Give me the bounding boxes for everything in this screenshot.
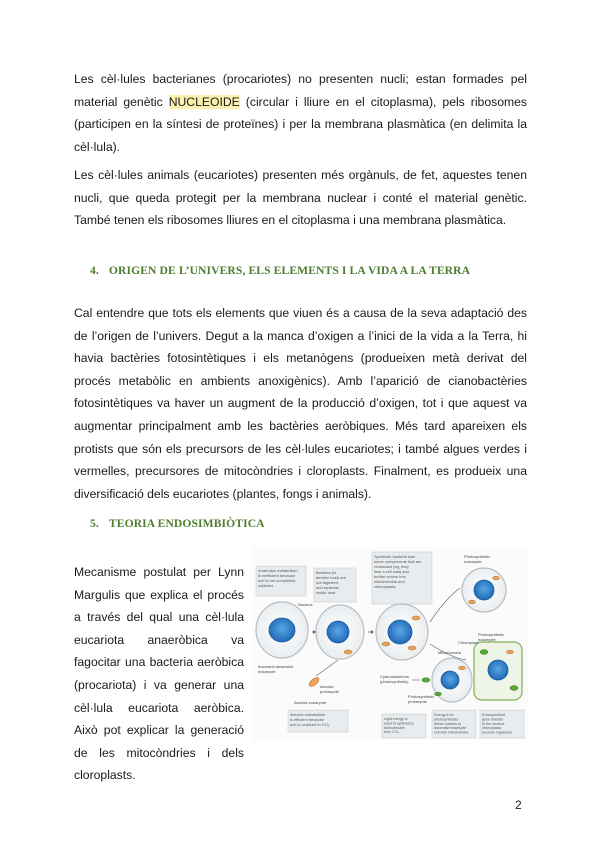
cell-top-right [462, 568, 506, 612]
section-4-title: ORIGEN DE L’UNIVERS, ELS ELEMENTS I LA VIDA A LA TERRA [108, 264, 471, 277]
label-ancestral: Ancestral anaerobic eukaryote [258, 664, 294, 674]
label-aerobic-metabolism: Aerobic metabolism is efficient because fuel is oxidized to CO₂. [290, 712, 331, 727]
nucleoide-highlight: NUCLEOIDE [168, 94, 240, 109]
p1-text-after: (circular i lliure en el citoplasma), pels ribosomes (participen en la síntesi de proteïnes) i per la membrana plasmàtica (en delimita la cèl·lula). [74, 94, 528, 154]
label-light-energy: Light energy is used to synthesize biomolecules from CO₂. [384, 717, 414, 735]
cell-ancestral-eukaryote [256, 602, 308, 658]
endosymbiosis-diagram [252, 548, 528, 740]
p1-text-before: Les cèl·lules bacterianes (procariotes) no presenten nucli; estan formades pel material genètic [74, 72, 527, 109]
page-number: 2 [515, 798, 522, 812]
label-energy-photosynthesis: Energy from photosynthesis drives nucleus to assemble eukaryote cell with mitochondria [434, 713, 469, 735]
section-4-number: 4. [90, 264, 99, 277]
arrow-2-head [371, 630, 374, 634]
cell-bottom-right [474, 642, 522, 700]
paragraph-eukaryotes: Les cèl·lules animals (eucariotes) presenten més orgànuls, de fet, aquestes tenen nucli, que queda protegit per la membrana nuclear i conté el material genètic. També tenen els ribosomes lliures en el citoplasma i una membrana plasmàtica. [74, 168, 527, 228]
label-mitochondria: Mitochondria [438, 650, 461, 655]
paragraph-prokaryotes [74, 68, 527, 158]
section-5-heading [90, 517, 265, 530]
label-aerobic-eukaryote: Aerobic eukaryote [294, 700, 327, 705]
arrow-3 [430, 588, 460, 622]
section-5-text: Mecanisme postulat per Lynn Margulis que explica el procés a través del qual una cèl·lula eucariota anaeròbica va fagocitar una bacteria aeròbica (procariota) i va generar una cèl·lula eucariota aeròbica. Això pot explicar la generació de les mitocòndries i dels cloroplasts. [74, 565, 244, 783]
section-5-number: 5. [90, 517, 99, 530]
section-5-title: TEORIA ENDOSIMBIÒTICA [108, 517, 265, 530]
cell-engulfing [316, 605, 364, 659]
label-endosymbiont-transfer: Endosymbiont gene transfer to the nucleus chloroplasts become organelles [482, 713, 513, 735]
label-symbiotic: Symbiotic bacteria lose some components that are redundant (eg, they lose a cell wall) and further evolve into mitochondria and chloroplasts. [374, 554, 422, 589]
section-4-text: Cal entendre que tots els elements que viuen és a causa de la seva adaptació des de l’origen de l’univers. Degut a la manca d’oxigen a l’inici de la vida a la Terra, hi havia bactèries fotosintètiques i els metanògens (produeixen metà derivat del procés metabòlic en ambients anoxigènics). Amb l’aparició de cianobactèries fotosintètiques va haver un augment de la producció d’oxigen, tot i que aquest va augmentar principalment amb les bactèries aeròbiques. Més tard apareixen els protists que són els precursors de les cèl·lules eucariotes; i també algues verdes i vermelles, precursores de mitocòndries i cloroplasts. Finalment, es produeix una diversificació dels eucariotes (plantes, fongs i animals). [74, 306, 527, 501]
label-photosynthetic-prokaryote: Photosynthetic prokaryote [408, 694, 435, 704]
section-4-heading [90, 264, 470, 277]
cell-aerobic-eukaryote [376, 604, 428, 660]
label-cyanobacterium: Cyanobacterium (photosynthetic) [380, 674, 410, 684]
cell-middle-lower [432, 658, 472, 702]
label-anaerobic: Anaerobic metabolism is inefficient because fuel is not completely oxidized. [258, 568, 298, 588]
label-aerobic-prokaryote: Aerobic prokaryote [320, 684, 339, 694]
label-nucleus: Nucleus [298, 602, 313, 607]
label-photosynthetic-eukaryote-top: Photosynthetic eukaryote [464, 554, 491, 564]
label-photosynthetic-eukaryote-bottom: Photosynthetic eukaryote [478, 632, 505, 642]
endosymbiosis-figure [252, 548, 528, 740]
label-chloroplast: Chloroplast [458, 640, 479, 645]
cyanobacterium [412, 678, 430, 682]
label-bacteria: Bacteria (in aerobic host) are not digested, and replicate inside host. [316, 570, 347, 595]
